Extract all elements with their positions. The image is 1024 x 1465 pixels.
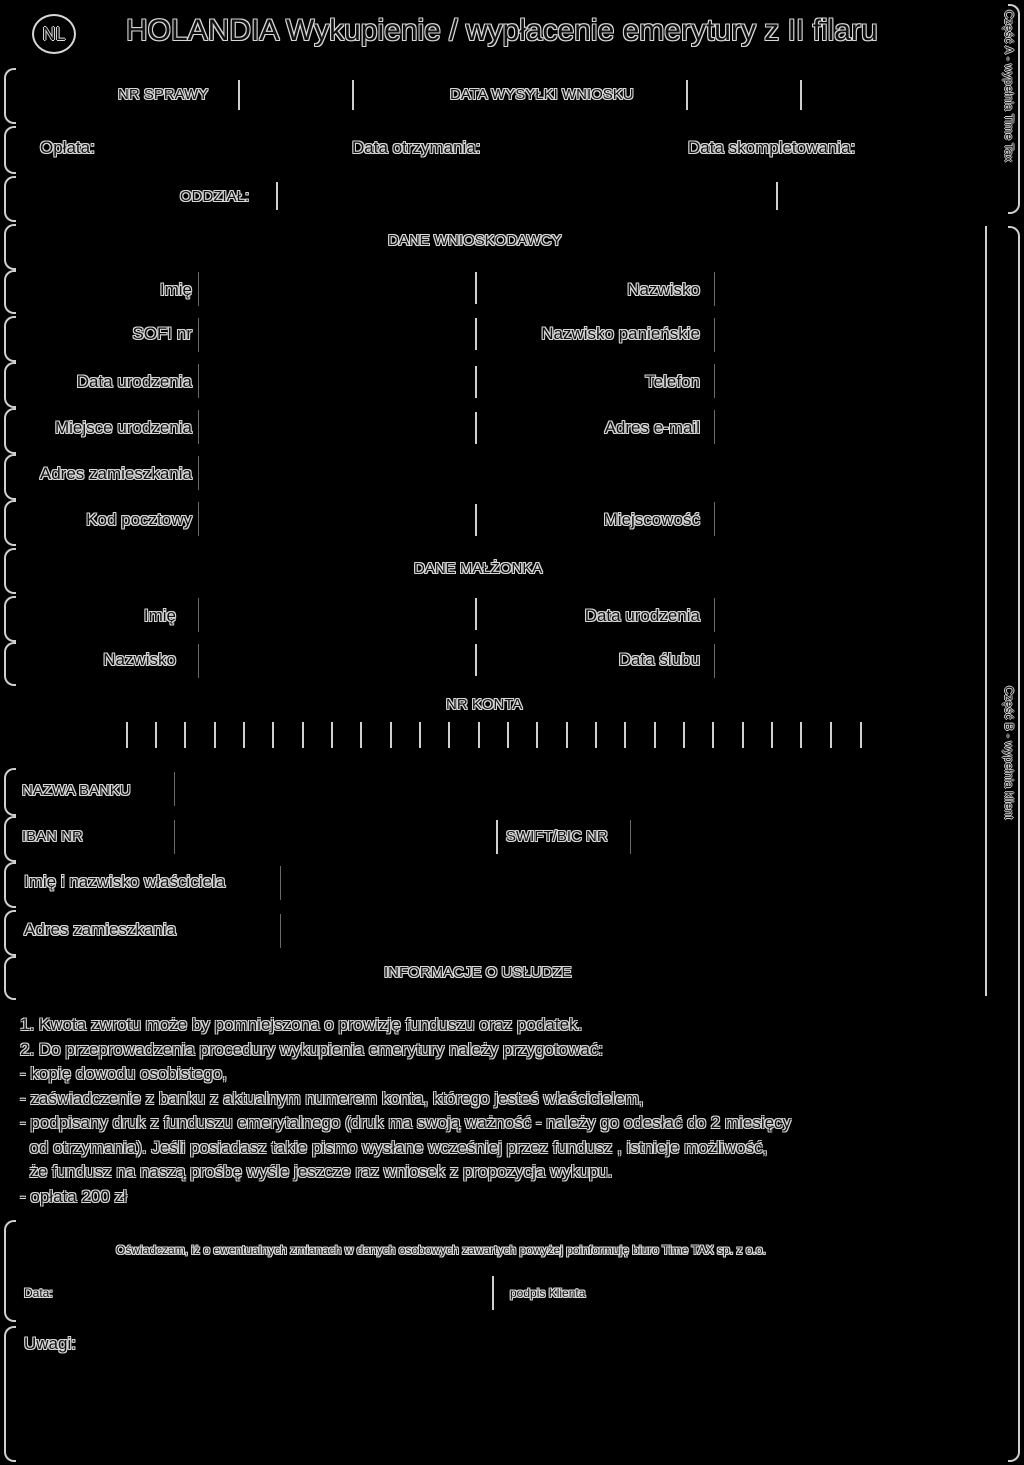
send-date-field-right[interactable]	[800, 80, 802, 110]
bank-name-field[interactable]	[174, 772, 175, 806]
info-line: - opłata 200 zł	[20, 1186, 127, 1206]
branch-field-right[interactable]	[776, 182, 778, 210]
spouse-last-name-field[interactable]	[198, 644, 199, 678]
row-brace	[4, 68, 16, 124]
spouse-first-name-label: Imię	[143, 606, 176, 625]
info-line: 2. Do przeprowadzenia procedury wykupienia emerytury należy przygotować:	[20, 1039, 604, 1059]
send-date-field-left	[686, 80, 688, 110]
applicant-last-name-label: Nazwisko	[627, 280, 700, 299]
field-divider	[475, 598, 477, 630]
row-brace	[4, 862, 16, 908]
applicant-birth-date-label: Data urodzenia	[76, 372, 192, 391]
account-number-boxes[interactable]	[126, 722, 862, 748]
owner-address-field[interactable]	[280, 914, 281, 948]
info-section-title: INFORMACJE O USŁUDZE	[384, 964, 572, 981]
info-line: że fundusz na naszą prośbę wyśle jeszcze raz wniosek z propozycja wykupu.	[20, 1162, 613, 1181]
badge-label: NL	[42, 23, 66, 44]
fee-label: Opłata:	[40, 138, 95, 157]
field-divider	[496, 820, 498, 854]
row-brace	[4, 816, 16, 862]
part-b-brace	[1008, 226, 1020, 1462]
spouse-section-title: DANE MAŁŻONKA	[414, 560, 543, 577]
field-divider	[475, 412, 477, 444]
case-number-field-left	[238, 80, 240, 110]
info-line: - zaświadczenie z banku z aktualnym numerem konta, którego jesteś właścicielem,	[20, 1088, 644, 1108]
info-list	[20, 1013, 940, 1209]
field-divider	[475, 504, 477, 536]
sofi-field[interactable]	[198, 318, 199, 352]
received-date-label: Data otrzymania:	[352, 138, 481, 157]
case-number-field-right[interactable]	[352, 80, 354, 110]
sofi-label: SOFI nr	[132, 324, 192, 343]
birth-place-label: Miejsce urodzenia	[54, 418, 192, 437]
applicant-first-name-field[interactable]	[198, 272, 199, 306]
applicant-section-title: DANE WNIOSKODAWCY	[388, 232, 562, 249]
field-divider	[475, 644, 477, 676]
part-a-label: Część A - wypełnia Time Tax	[1002, 10, 1016, 162]
spouse-birth-date-label: Data urodzenia	[584, 606, 700, 625]
spouse-birth-date-field[interactable]	[714, 598, 715, 632]
wedding-date-label: Data ślubu	[618, 650, 700, 669]
info-line: 1. Kwota zwrotu może by pomniejszona o prowizję funduszu oraz podatek.	[20, 1015, 583, 1034]
info-line: - kopię dowodu osobistego,	[20, 1064, 227, 1083]
row-brace	[4, 956, 16, 1000]
swift-field[interactable]	[630, 820, 631, 854]
bank-name-label: NAZWA BANKU	[22, 782, 131, 799]
email-label: Adres e-mail	[604, 418, 700, 437]
iban-field[interactable]	[174, 820, 175, 854]
completed-date-label: Data skompletowania:	[688, 138, 856, 157]
wedding-date-field[interactable]	[714, 644, 715, 678]
postal-code-label: Kod pocztowy	[86, 510, 192, 529]
declaration-text: Oświadczam, iż o ewentualnych zmianach w danych osobowych zawartych powyżej poinformuję biuro Time TAX sp. z o.o.	[116, 1243, 766, 1257]
birth-place-field[interactable]	[198, 410, 199, 444]
row-brace	[4, 126, 16, 174]
branch-label: ODDZIAŁ:	[180, 188, 250, 205]
owner-name-label: Imię i nazwisko właściciela	[24, 872, 226, 891]
send-date-label: DATA WYSYŁKI WNIOSKU	[450, 86, 634, 103]
date-label: Data:	[24, 1286, 53, 1300]
info-line: - podpisany druk z funduszu emerytalnego (druk ma swoją ważność - należy go odesłać do 2 miesięcy	[20, 1113, 792, 1132]
email-field[interactable]	[714, 410, 715, 444]
info-line: od otrzymania). Jeśli posiadasz takie pismo wysłane wcześniej przez fundusz , istnieje możliwość,	[20, 1137, 768, 1157]
applicant-last-name-field[interactable]	[714, 272, 715, 306]
owner-name-field[interactable]	[280, 866, 281, 900]
spouse-last-name-label: Nazwisko	[103, 650, 176, 669]
applicant-address-field[interactable]	[198, 456, 199, 490]
phone-field[interactable]	[714, 364, 715, 398]
signature-label: podpis Klienta	[510, 1286, 586, 1300]
field-divider	[475, 272, 477, 304]
signature-divider[interactable]	[492, 1276, 494, 1310]
field-divider	[475, 318, 477, 350]
row-brace	[4, 910, 16, 956]
swift-label: SWIFT/BIC NR	[506, 828, 608, 845]
city-label: Miejscowość	[603, 510, 700, 529]
field-divider	[475, 366, 477, 398]
branch-field-left	[276, 182, 278, 210]
applicant-birth-date-field[interactable]	[198, 364, 199, 398]
maiden-name-field[interactable]	[714, 318, 715, 352]
row-brace	[4, 768, 16, 816]
row-brace	[4, 548, 16, 594]
notes-brace	[4, 1326, 16, 1462]
part-b-divider	[985, 226, 987, 996]
phone-label: Telefon	[645, 372, 700, 391]
postal-code-field[interactable]	[198, 502, 199, 536]
city-field[interactable]	[714, 502, 715, 536]
notes-label: Uwagi:	[24, 1334, 76, 1353]
applicant-address-label: Adres zamieszkania	[39, 464, 192, 483]
iban-label: IBAN NR	[22, 828, 83, 845]
maiden-name-label: Nazwisko panieńskie	[541, 324, 700, 343]
applicant-first-name-label: Imię	[159, 280, 192, 299]
row-brace	[4, 176, 16, 222]
account-number-title: NR KONTA	[446, 696, 523, 713]
row-brace	[4, 224, 16, 270]
case-number-label: NR SPRAWY	[118, 86, 209, 103]
form-title: HOLANDIA Wykupienie / wypłacenie emerytury z II filaru	[126, 14, 878, 47]
owner-address-label: Adres zamieszkania	[24, 920, 177, 939]
declaration-brace	[4, 1220, 16, 1322]
nl-badge	[32, 14, 76, 54]
spouse-first-name-field[interactable]	[198, 598, 199, 632]
part-b-label: Część B - wypełnia klient	[1002, 686, 1016, 820]
